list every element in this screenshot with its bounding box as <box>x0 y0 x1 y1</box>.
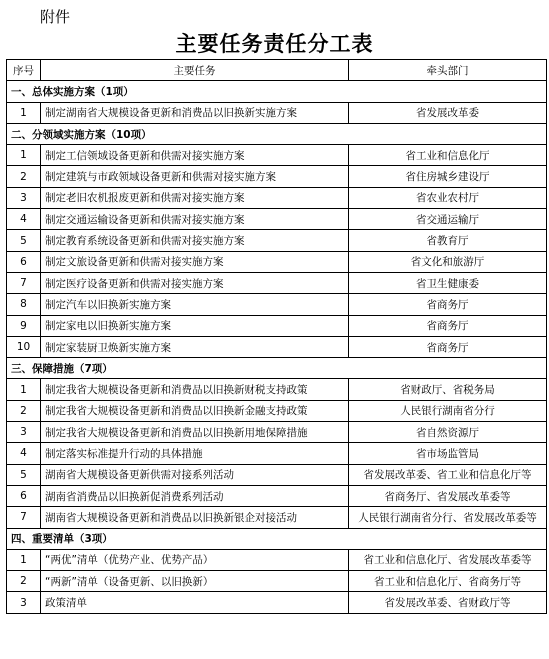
table-row <box>7 230 547 251</box>
row-dept: 省文化和旅游厅 <box>349 251 547 272</box>
section-heading-row <box>7 123 547 144</box>
row-number: 1 <box>7 102 41 123</box>
table-row <box>7 507 547 528</box>
row-task: 制定医疗设备更新和供需对接实施方案 <box>41 272 349 293</box>
row-number: 8 <box>7 294 41 315</box>
row-dept: 省工业和信息化厅、省商务厅等 <box>349 571 547 592</box>
table-row <box>7 145 547 166</box>
row-dept: 省住房城乡建设厅 <box>349 166 547 187</box>
table-row <box>7 272 547 293</box>
row-task: 政策清单 <box>41 592 349 613</box>
row-number: 10 <box>7 336 41 357</box>
row-number: 7 <box>7 507 41 528</box>
row-task: 制定教育系统设备更新和供需对接实施方案 <box>41 230 349 251</box>
row-number: 3 <box>7 187 41 208</box>
row-task: 制定我省大规模设备更新和消费品以旧换新用地保障措施 <box>41 422 349 443</box>
row-dept: 省财政厅、省税务局 <box>349 379 547 400</box>
section-heading: 一、总体实施方案（1项） <box>7 81 547 102</box>
row-dept: 省自然资源厅 <box>349 422 547 443</box>
row-number: 1 <box>7 145 41 166</box>
section-heading: 三、保障措施（7项） <box>7 358 547 379</box>
table-row <box>7 464 547 485</box>
table-row <box>7 102 547 123</box>
row-task: 湖南省大规模设备更新和消费品以旧换新银企对接活动 <box>41 507 349 528</box>
row-dept: 省商务厅 <box>349 315 547 336</box>
table-row <box>7 294 547 315</box>
row-number: 1 <box>7 379 41 400</box>
section-heading-row <box>7 81 547 102</box>
row-task: 制定家电以旧换新实施方案 <box>41 315 349 336</box>
row-number: 4 <box>7 443 41 464</box>
row-dept: 省教育厅 <box>349 230 547 251</box>
row-dept: 人民银行湖南省分行、省发展改革委等 <box>349 507 547 528</box>
row-dept: 人民银行湖南省分行 <box>349 400 547 421</box>
document-title: 主要任务责任分工表 <box>175 31 374 56</box>
row-task: 制定文旅设备更新和供需对接实施方案 <box>41 251 349 272</box>
table-row <box>7 251 547 272</box>
table-body <box>7 81 547 613</box>
row-number: 3 <box>7 592 41 613</box>
row-dept: 省农业农村厅 <box>349 187 547 208</box>
table-row <box>7 379 547 400</box>
row-number: 9 <box>7 315 41 336</box>
row-number: 2 <box>7 400 41 421</box>
row-task: 湖南省消费品以旧换新促消费系列活动 <box>41 485 349 506</box>
row-task: 制定老旧农机报废更新和供需对接实施方案 <box>41 187 349 208</box>
row-task: 制定我省大规模设备更新和消费品以旧换新金融支持政策 <box>41 400 349 421</box>
row-task: 制定家装厨卫焕新实施方案 <box>41 336 349 357</box>
row-dept: 省发展改革委、省工业和信息化厅等 <box>349 464 547 485</box>
header-no: 序号 <box>7 60 41 81</box>
header-task: 主要任务 <box>41 60 349 81</box>
row-number: 5 <box>7 464 41 485</box>
section-heading-row <box>7 528 547 549</box>
row-dept: 省发展改革委 <box>349 102 547 123</box>
row-task: 制定落实标准提升行动的具体措施 <box>41 443 349 464</box>
row-task: “两新”清单（设备更新、以旧换新） <box>41 571 349 592</box>
row-number: 7 <box>7 272 41 293</box>
row-dept: 省卫生健康委 <box>349 272 547 293</box>
attachment-label: 附件 <box>40 8 71 26</box>
table-row <box>7 187 547 208</box>
row-dept: 省工业和信息化厅 <box>349 145 547 166</box>
section-heading-row <box>7 358 547 379</box>
table-row <box>7 315 547 336</box>
row-dept: 省商务厅 <box>349 336 547 357</box>
table-row <box>7 166 547 187</box>
row-number: 1 <box>7 549 41 570</box>
row-task: 制定工信领域设备更新和供需对接实施方案 <box>41 145 349 166</box>
section-heading: 二、分领域实施方案（10项） <box>7 123 547 144</box>
row-dept: 省交通运输厅 <box>349 209 547 230</box>
row-task: 湖南省大规模设备更新供需对接系列活动 <box>41 464 349 485</box>
row-dept: 省工业和信息化厅、省发展改革委等 <box>349 549 547 570</box>
table-row <box>7 592 547 613</box>
row-dept: 省商务厅 <box>349 294 547 315</box>
row-number: 6 <box>7 485 41 506</box>
row-task: 制定交通运输设备更新和供需对接实施方案 <box>41 209 349 230</box>
row-number: 6 <box>7 251 41 272</box>
row-task: 制定湖南省大规模设备更新和消费品以旧换新实施方案 <box>41 102 349 123</box>
header-dept: 牵头部门 <box>349 60 547 81</box>
row-task: 制定建筑与市政领域设备更新和供需对接实施方案 <box>41 166 349 187</box>
row-number: 5 <box>7 230 41 251</box>
row-task: 制定汽车以旧换新实施方案 <box>41 294 349 315</box>
row-number: 2 <box>7 571 41 592</box>
row-dept: 省市场监管局 <box>349 443 547 464</box>
row-task: 制定我省大规模设备更新和消费品以旧换新财税支持政策 <box>41 379 349 400</box>
row-dept: 省发展改革委、省财政厅等 <box>349 592 547 613</box>
table-row <box>7 422 547 443</box>
section-heading: 四、重要清单（3项） <box>7 528 547 549</box>
row-task: “两优”清单（优势产业、优势产品） <box>41 549 349 570</box>
table-row <box>7 549 547 570</box>
table-row <box>7 485 547 506</box>
table-row <box>7 400 547 421</box>
table-row <box>7 336 547 357</box>
table-row <box>7 209 547 230</box>
row-dept: 省商务厅、省发展改革委等 <box>349 485 547 506</box>
table-header-row <box>7 60 547 81</box>
row-number: 3 <box>7 422 41 443</box>
table-row <box>7 571 547 592</box>
table-row <box>7 443 547 464</box>
row-number: 4 <box>7 209 41 230</box>
task-responsibility-table <box>6 59 547 614</box>
row-number: 2 <box>7 166 41 187</box>
